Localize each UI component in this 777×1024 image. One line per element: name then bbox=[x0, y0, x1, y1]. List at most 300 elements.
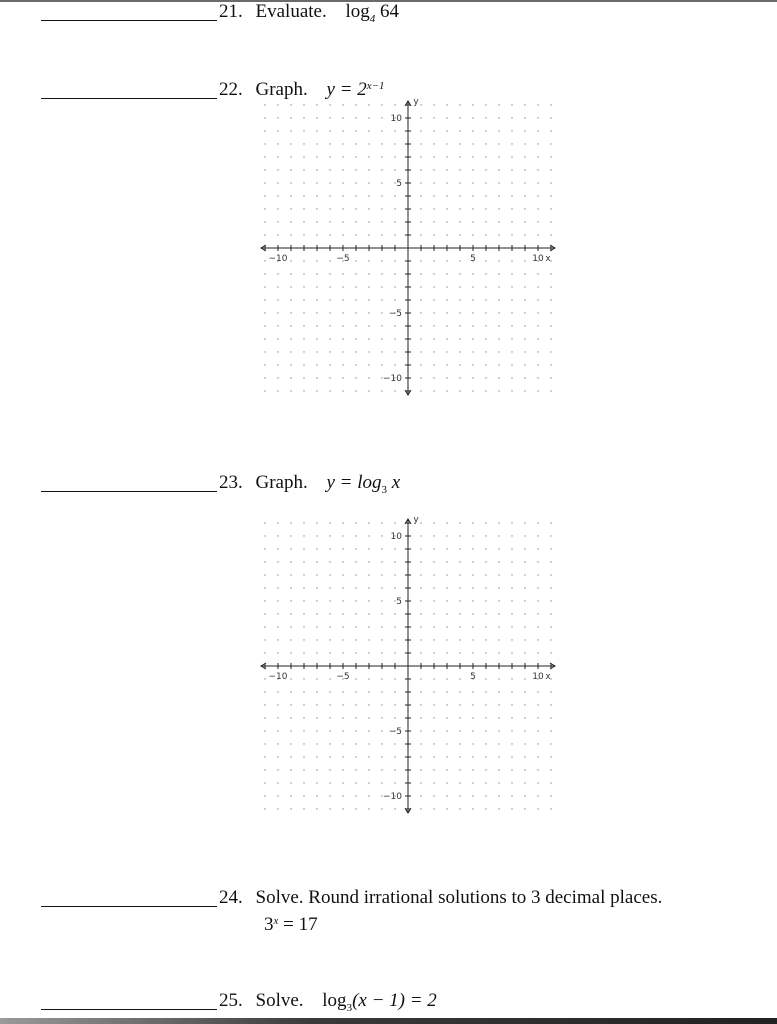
grid-dot bbox=[290, 221, 291, 222]
grid-dot bbox=[524, 104, 525, 105]
grid-dot bbox=[329, 325, 330, 326]
y-tick-label: −10 bbox=[383, 792, 402, 802]
grid-dot bbox=[537, 808, 538, 809]
grid-dot bbox=[290, 377, 291, 378]
grid-dot bbox=[459, 338, 460, 339]
grid-dot bbox=[264, 117, 265, 118]
grid-dot bbox=[329, 169, 330, 170]
grid-dot bbox=[459, 587, 460, 588]
grid-dot bbox=[303, 195, 304, 196]
x-tick-label: −10 bbox=[268, 672, 288, 682]
grid-dot bbox=[459, 795, 460, 796]
grid-dot bbox=[342, 548, 343, 549]
grid-dot bbox=[433, 808, 434, 809]
grid-dot bbox=[355, 548, 356, 549]
grid-dot bbox=[550, 286, 551, 287]
grid-dot bbox=[342, 795, 343, 796]
x-axis-label: x bbox=[545, 254, 551, 264]
grid-dot bbox=[394, 325, 395, 326]
x-tick-label: −10 bbox=[268, 254, 288, 264]
grid-dot bbox=[472, 156, 473, 157]
grid-dot bbox=[446, 364, 447, 365]
grid-dot bbox=[394, 587, 395, 588]
grid-dot bbox=[355, 652, 356, 653]
grid-dot bbox=[381, 195, 382, 196]
x-tick-label: 5 bbox=[470, 254, 476, 264]
grid-dot bbox=[498, 338, 499, 339]
grid-dot bbox=[550, 639, 551, 640]
grid-dot bbox=[550, 208, 551, 209]
grid-dot bbox=[550, 195, 551, 196]
coordinate-grid-22[interactable] bbox=[258, 97, 564, 395]
grid-dot bbox=[550, 704, 551, 705]
grid-dot bbox=[264, 522, 265, 523]
grid-dot bbox=[316, 286, 317, 287]
grid-dot bbox=[290, 639, 291, 640]
grid-dot bbox=[394, 548, 395, 549]
grid-dot bbox=[420, 234, 421, 235]
grid-dot bbox=[459, 808, 460, 809]
grid-dot bbox=[485, 639, 486, 640]
grid-dot bbox=[303, 613, 304, 614]
y-tick-label: 10 bbox=[390, 114, 402, 124]
grid-dot bbox=[381, 234, 382, 235]
grid-dot bbox=[459, 195, 460, 196]
grid-dot bbox=[264, 600, 265, 601]
grid-dot bbox=[316, 390, 317, 391]
grid-dot bbox=[420, 756, 421, 757]
grid-dot bbox=[550, 325, 551, 326]
grid-dot bbox=[381, 782, 382, 783]
grid-dot bbox=[277, 535, 278, 536]
grid-dot bbox=[511, 104, 512, 105]
grid-dot bbox=[394, 234, 395, 235]
grid-dot bbox=[394, 808, 395, 809]
grid-dot bbox=[459, 325, 460, 326]
grid-dot bbox=[290, 273, 291, 274]
grid-dot bbox=[342, 730, 343, 731]
grid-dot bbox=[381, 613, 382, 614]
grid-dot bbox=[290, 143, 291, 144]
grid-dot bbox=[446, 717, 447, 718]
grid-dot bbox=[433, 548, 434, 549]
grid-dot bbox=[420, 782, 421, 783]
grid-dot bbox=[524, 574, 525, 575]
grid-dot bbox=[368, 390, 369, 391]
grid-dot bbox=[433, 312, 434, 313]
grid-dot bbox=[433, 130, 434, 131]
grid-dot bbox=[355, 600, 356, 601]
grid-dot bbox=[316, 691, 317, 692]
grid-dot bbox=[446, 782, 447, 783]
grid-dot bbox=[277, 169, 278, 170]
grid-dot bbox=[420, 182, 421, 183]
grid-dot bbox=[524, 782, 525, 783]
grid-dot bbox=[264, 704, 265, 705]
grid-dot bbox=[459, 769, 460, 770]
grid-dot bbox=[498, 652, 499, 653]
grid-dot bbox=[498, 548, 499, 549]
grid-dot bbox=[303, 377, 304, 378]
grid-dot bbox=[524, 377, 525, 378]
grid-dot bbox=[316, 522, 317, 523]
grid-dot bbox=[368, 273, 369, 274]
grid-dot bbox=[537, 377, 538, 378]
x-axis-label: x bbox=[545, 672, 551, 682]
grid-dot bbox=[524, 717, 525, 718]
grid-dot bbox=[498, 273, 499, 274]
grid-dot bbox=[303, 652, 304, 653]
grid-dot bbox=[316, 587, 317, 588]
grid-dot bbox=[316, 704, 317, 705]
grid-dot bbox=[537, 234, 538, 235]
grid-dot bbox=[524, 704, 525, 705]
grid-dot bbox=[303, 743, 304, 744]
grid-dot bbox=[368, 717, 369, 718]
grid-dot bbox=[368, 312, 369, 313]
grid-dot bbox=[329, 377, 330, 378]
grid-dot bbox=[368, 234, 369, 235]
grid-dot bbox=[316, 364, 317, 365]
grid-dot bbox=[446, 299, 447, 300]
grid-dot bbox=[537, 730, 538, 731]
grid-dot bbox=[524, 561, 525, 562]
grid-dot bbox=[290, 743, 291, 744]
grid-dot bbox=[433, 535, 434, 536]
grid-dot bbox=[472, 325, 473, 326]
grid-dot bbox=[472, 221, 473, 222]
grid-dot bbox=[498, 808, 499, 809]
grid-dot bbox=[329, 260, 330, 261]
grid-dot bbox=[446, 639, 447, 640]
grid-dot bbox=[472, 808, 473, 809]
grid-dot bbox=[485, 587, 486, 588]
grid-dot bbox=[459, 286, 460, 287]
grid-dot bbox=[394, 351, 395, 352]
grid-dot bbox=[472, 182, 473, 183]
grid-dot bbox=[446, 260, 447, 261]
grid-dot bbox=[355, 769, 356, 770]
problem-number: 21. bbox=[219, 1, 243, 22]
x-tick-label: 10 bbox=[532, 672, 544, 682]
grid-dot bbox=[303, 782, 304, 783]
grid-dot bbox=[342, 652, 343, 653]
grid-dot bbox=[368, 299, 369, 300]
grid-dot bbox=[381, 299, 382, 300]
grid-dot bbox=[459, 704, 460, 705]
answer-blank-22[interactable] bbox=[41, 98, 217, 99]
grid-dot bbox=[550, 691, 551, 692]
y-axis-label: y bbox=[413, 515, 419, 525]
grid-dot bbox=[472, 130, 473, 131]
grid-dot bbox=[368, 104, 369, 105]
grid-dot bbox=[342, 169, 343, 170]
answer-blank-21[interactable] bbox=[41, 20, 217, 21]
grid-dot bbox=[433, 756, 434, 757]
grid-dot bbox=[524, 808, 525, 809]
grid-dot bbox=[459, 221, 460, 222]
grid-dot bbox=[355, 691, 356, 692]
grid-dot bbox=[368, 639, 369, 640]
grid-dot bbox=[264, 299, 265, 300]
grid-dot bbox=[368, 364, 369, 365]
grid-dot bbox=[394, 756, 395, 757]
grid-dot bbox=[498, 678, 499, 679]
grid-dot bbox=[329, 639, 330, 640]
grid-dot bbox=[459, 364, 460, 365]
grid-dot bbox=[355, 273, 356, 274]
grid-dot bbox=[342, 600, 343, 601]
grid-dot bbox=[446, 143, 447, 144]
grid-dot bbox=[459, 130, 460, 131]
grid-dot bbox=[537, 795, 538, 796]
grid-dot bbox=[498, 574, 499, 575]
grid-dot bbox=[342, 587, 343, 588]
grid-dot bbox=[290, 691, 291, 692]
grid-dot bbox=[264, 143, 265, 144]
grid-dot bbox=[303, 808, 304, 809]
grid-dot bbox=[277, 390, 278, 391]
grid-dot bbox=[472, 691, 473, 692]
problem-expression: $\log_4 64$ bbox=[345, 1, 399, 25]
grid-dot bbox=[277, 561, 278, 562]
grid-dot bbox=[446, 338, 447, 339]
grid-dot bbox=[355, 522, 356, 523]
grid-dot bbox=[381, 156, 382, 157]
grid-dot bbox=[550, 104, 551, 105]
grid-dot bbox=[329, 221, 330, 222]
grid-dot bbox=[342, 364, 343, 365]
grid-dot bbox=[511, 717, 512, 718]
grid-dot bbox=[537, 195, 538, 196]
grid-dot bbox=[550, 548, 551, 549]
problem-verb: Evaluate. bbox=[255, 1, 327, 22]
grid-dot bbox=[329, 535, 330, 536]
grid-dot bbox=[485, 678, 486, 679]
grid-dot bbox=[277, 130, 278, 131]
grid-dot bbox=[290, 182, 291, 183]
grid-dot bbox=[394, 782, 395, 783]
grid-dot bbox=[420, 743, 421, 744]
grid-dot bbox=[550, 782, 551, 783]
grid-dot bbox=[290, 717, 291, 718]
grid-dot bbox=[420, 117, 421, 118]
grid-dot bbox=[303, 730, 304, 731]
x-tick-label: −5 bbox=[336, 254, 350, 264]
grid-dot bbox=[433, 743, 434, 744]
grid-dot bbox=[511, 769, 512, 770]
grid-dot bbox=[277, 195, 278, 196]
grid-dot bbox=[511, 130, 512, 131]
grid-dot bbox=[511, 377, 512, 378]
grid-dot bbox=[342, 312, 343, 313]
grid-dot bbox=[329, 390, 330, 391]
problem-verb: Solve. bbox=[255, 887, 304, 908]
grid-dot bbox=[381, 535, 382, 536]
grid-dot bbox=[420, 169, 421, 170]
grid-dot bbox=[342, 808, 343, 809]
grid-dot bbox=[446, 377, 447, 378]
grid-dot bbox=[550, 626, 551, 627]
grid-dot bbox=[459, 548, 460, 549]
grid-dot bbox=[446, 795, 447, 796]
grid-dot bbox=[524, 756, 525, 757]
grid-dot bbox=[420, 639, 421, 640]
grid-dot bbox=[264, 691, 265, 692]
grid-dot bbox=[355, 717, 356, 718]
grid-dot bbox=[303, 156, 304, 157]
grid-dot bbox=[420, 260, 421, 261]
grid-dot bbox=[433, 639, 434, 640]
grid-dot bbox=[485, 756, 486, 757]
grid-dot bbox=[446, 312, 447, 313]
grid-dot bbox=[277, 808, 278, 809]
grid-dot bbox=[264, 377, 265, 378]
grid-dot bbox=[303, 769, 304, 770]
grid-dot bbox=[420, 351, 421, 352]
grid-dot bbox=[446, 156, 447, 157]
grid-dot bbox=[498, 600, 499, 601]
grid-dot bbox=[485, 208, 486, 209]
x-tick-label: 5 bbox=[470, 672, 476, 682]
grid-dot bbox=[277, 574, 278, 575]
grid-dot bbox=[459, 561, 460, 562]
grid-dot bbox=[472, 169, 473, 170]
grid-dot bbox=[472, 574, 473, 575]
grid-dot bbox=[329, 678, 330, 679]
grid-dot bbox=[316, 626, 317, 627]
grid-dot bbox=[537, 351, 538, 352]
grid-dot bbox=[355, 730, 356, 731]
grid-dot bbox=[342, 756, 343, 757]
grid-dot bbox=[511, 325, 512, 326]
grid-dot bbox=[433, 522, 434, 523]
answer-blank-25[interactable] bbox=[41, 1009, 217, 1010]
grid-dot bbox=[498, 561, 499, 562]
grid-dot bbox=[459, 626, 460, 627]
grid-dot bbox=[355, 195, 356, 196]
grid-dot bbox=[264, 221, 265, 222]
grid-dot bbox=[277, 522, 278, 523]
grid-dot bbox=[394, 613, 395, 614]
grid-dot bbox=[290, 626, 291, 627]
grid-dot bbox=[550, 143, 551, 144]
grid-dot bbox=[277, 756, 278, 757]
grid-dot bbox=[537, 286, 538, 287]
answer-blank-23[interactable] bbox=[41, 491, 217, 492]
grid-dot bbox=[394, 286, 395, 287]
problem-number: 25. bbox=[219, 990, 243, 1011]
grid-dot bbox=[342, 286, 343, 287]
grid-dot bbox=[524, 678, 525, 679]
grid-dot bbox=[316, 678, 317, 679]
answer-blank-24[interactable] bbox=[41, 906, 217, 907]
grid-dot bbox=[485, 377, 486, 378]
grid-dot bbox=[433, 143, 434, 144]
grid-dot bbox=[433, 678, 434, 679]
grid-dot bbox=[290, 756, 291, 757]
grid-dot bbox=[524, 117, 525, 118]
grid-dot bbox=[342, 104, 343, 105]
grid-dot bbox=[433, 286, 434, 287]
grid-dot bbox=[303, 639, 304, 640]
grid-dot bbox=[511, 626, 512, 627]
grid-dot bbox=[381, 351, 382, 352]
problem-24-equation: $3^x = 17$ bbox=[264, 914, 318, 935]
grid-dot bbox=[485, 652, 486, 653]
grid-dot bbox=[316, 117, 317, 118]
problem-expression: $y = 2^{x-1}$ bbox=[326, 79, 385, 100]
y-tick-label: 5 bbox=[396, 179, 402, 189]
grid-dot bbox=[342, 377, 343, 378]
grid-dot bbox=[329, 208, 330, 209]
grid-dot bbox=[498, 221, 499, 222]
grid-dot bbox=[355, 808, 356, 809]
grid-dot bbox=[381, 325, 382, 326]
grid-dot bbox=[511, 208, 512, 209]
grid-dot bbox=[381, 522, 382, 523]
grid-dot bbox=[355, 390, 356, 391]
grid-dot bbox=[277, 312, 278, 313]
grid-dot bbox=[264, 535, 265, 536]
grid-dot bbox=[511, 678, 512, 679]
grid-dot bbox=[355, 182, 356, 183]
grid-dot bbox=[511, 587, 512, 588]
grid-dot bbox=[433, 691, 434, 692]
grid-dot bbox=[446, 130, 447, 131]
grid-dot bbox=[290, 769, 291, 770]
grid-dot bbox=[485, 782, 486, 783]
grid-dot bbox=[459, 377, 460, 378]
coordinate-grid-23[interactable] bbox=[258, 515, 564, 813]
grid-dot bbox=[355, 704, 356, 705]
grid-dot bbox=[368, 325, 369, 326]
grid-dot bbox=[290, 613, 291, 614]
grid-dot bbox=[277, 286, 278, 287]
grid-dot bbox=[394, 104, 395, 105]
grid-dot bbox=[420, 548, 421, 549]
grid-dot bbox=[550, 756, 551, 757]
grid-dot bbox=[433, 377, 434, 378]
grid-dot bbox=[485, 574, 486, 575]
grid-dot bbox=[303, 561, 304, 562]
grid-dot bbox=[511, 338, 512, 339]
grid-dot bbox=[472, 652, 473, 653]
grid-dot bbox=[277, 691, 278, 692]
grid-dot bbox=[511, 260, 512, 261]
grid-dot bbox=[550, 299, 551, 300]
grid-dot bbox=[511, 273, 512, 274]
grid-dot bbox=[303, 325, 304, 326]
grid-dot bbox=[264, 234, 265, 235]
problem-expression: $y = \log_3 x$ bbox=[326, 472, 401, 496]
grid-dot bbox=[381, 104, 382, 105]
grid-dot bbox=[355, 561, 356, 562]
grid-dot bbox=[316, 548, 317, 549]
grid-dot bbox=[498, 143, 499, 144]
grid-dot bbox=[394, 717, 395, 718]
grid-dot bbox=[511, 312, 512, 313]
grid-dot bbox=[498, 730, 499, 731]
grid-dot bbox=[537, 769, 538, 770]
grid-dot bbox=[524, 613, 525, 614]
grid-dot bbox=[550, 364, 551, 365]
grid-dot bbox=[420, 522, 421, 523]
grid-dot bbox=[550, 169, 551, 170]
problem-verb: Graph. bbox=[255, 79, 308, 100]
grid-dot bbox=[537, 221, 538, 222]
grid-dot bbox=[550, 652, 551, 653]
